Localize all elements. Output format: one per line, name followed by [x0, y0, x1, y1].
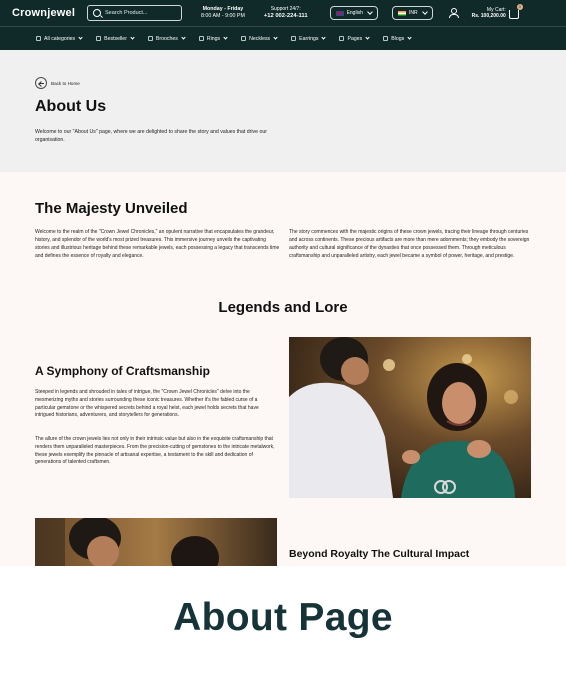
ring-icon — [199, 36, 204, 41]
blog-icon — [383, 36, 388, 41]
caption-area — [0, 566, 566, 674]
earring-icon — [291, 36, 296, 41]
brooch-icon — [148, 36, 153, 41]
grid-icon — [36, 36, 41, 41]
hours-time: 8:00 AM - 9:00 PM — [201, 13, 245, 19]
couple-bottom-illustration — [35, 518, 277, 566]
top-header — [0, 0, 566, 26]
search-input[interactable] — [105, 10, 175, 16]
india-flag-icon — [398, 11, 406, 16]
hours-days: Monday - Friday — [202, 6, 244, 13]
main-nav — [0, 26, 566, 50]
couple-ring-photo — [289, 337, 531, 498]
chevron-down-icon — [322, 35, 326, 39]
page-intro: Welcome to our "About Us" page, where we are delighted to share the story and values that drive our organisation. — [35, 129, 267, 144]
symphony-paragraph-1: Steeped in legends and shrouded in tales of intrigue, the "Crown Jewel Chronicles" delve into the mesmerizing myths and stories surrounding these iconic treasures. Whether it's the fabled curse of a particular gemstone or the whispered secrets behind a royal heist, each jewel holds secrets that have intrigued historians, adventurers, and storytellers for generations. — [35, 389, 259, 419]
currency-select[interactable] — [392, 6, 433, 20]
nav-label: All categories — [44, 35, 76, 42]
nav-label: Rings — [206, 35, 221, 42]
search-box[interactable] — [87, 5, 182, 21]
nav-label: Bestseller — [104, 35, 127, 42]
chevron-down-icon — [274, 35, 278, 39]
brand-logo[interactable]: Crownjewel — [12, 7, 76, 19]
majesty-heading: The Majesty Unveiled — [35, 200, 188, 217]
symphony-heading: A Symphony of Craftsmanship — [35, 364, 210, 378]
chevron-down-icon — [367, 9, 373, 15]
user-icon[interactable] — [449, 8, 458, 18]
nav-label: Brooches — [155, 35, 178, 42]
page-title: About Us — [35, 98, 107, 115]
about-content — [0, 172, 566, 566]
nav-earrings[interactable] — [291, 36, 325, 42]
chevron-down-icon — [408, 35, 412, 39]
beyond-royalty-heading: Beyond Royalty The Cultural Impact — [289, 548, 470, 560]
nav-bestseller[interactable] — [96, 36, 134, 42]
chevron-down-icon — [366, 35, 370, 39]
nav-neckless[interactable] — [241, 36, 277, 42]
nav-all-categories[interactable] — [36, 36, 82, 42]
uk-flag-icon — [336, 11, 344, 16]
opening-hours — [201, 6, 245, 19]
back-label: Back to Home — [51, 80, 80, 86]
page-caption: About Page — [173, 596, 393, 639]
arrow-left-icon — [35, 77, 47, 89]
star-icon — [96, 36, 101, 41]
nav-label: Neckless — [249, 35, 271, 42]
cart-count-badge: 0 — [518, 3, 521, 9]
couple-ring-illustration — [289, 337, 531, 498]
nav-brooches[interactable] — [148, 36, 185, 42]
language-value: English — [346, 10, 363, 16]
symphony-paragraph-2: The allure of the crown jewels lies not only in their intrinsic value but also in the exquisite craftsmanship that renders them unparalleled masterpieces. From the precision-cutting of gemstones to the intricate metalwork, these jewels exemplify the pinnacle of artisanal expertise, a testament to the skill and dedication of generations of talented craftsmen. — [35, 436, 275, 466]
majesty-text-left: Welcome to the realm of the "Crown Jewel Chronicles," an opulent narrative that encapsulates the grandeur, history, and splendor of the world's most prized treasures. This immersive journey unveils the captivating stories and illustrious heritage behind these remarkable jewels, each possessing a legacy that transcends time and defines the essence of royalty and elegance. — [35, 229, 280, 259]
nav-blogs[interactable] — [383, 36, 411, 42]
legends-heading: Legends and Lore — [218, 299, 348, 316]
support-label: Support 24/7: — [270, 6, 301, 13]
language-select[interactable] — [330, 6, 378, 20]
cart-icon[interactable] — [509, 3, 521, 19]
search-icon — [93, 9, 101, 17]
chevron-down-icon — [79, 35, 83, 39]
necklace-icon — [241, 36, 246, 41]
currency-value: INR — [408, 10, 418, 16]
couple-photo-bottom — [35, 518, 277, 566]
majesty-text-right: The story commences with the majestic origins of these crown jewels, tracing their lineage through centuries and across continents. These precious artifacts are more than mere adornments; they embody the sovereign authority and cultural significance of the dynasties that once possessed them. Through meticulous craftsmanship and unparalleled artistry, each jewel became a symbol of power, heritage, and prestige. — [289, 229, 530, 259]
nav-rings[interactable] — [199, 36, 227, 42]
back-to-home-link[interactable] — [35, 77, 80, 89]
chevron-down-icon — [130, 35, 134, 39]
nav-label: Earrings — [299, 35, 319, 42]
cart-label: My Cart: — [486, 7, 506, 13]
pages-icon — [339, 36, 344, 41]
nav-label: Blogs — [391, 35, 405, 42]
cart-summary[interactable] — [472, 7, 506, 19]
about-hero — [0, 50, 566, 172]
support-phone[interactable]: +12 002-224-111 — [263, 12, 308, 19]
cart-total: Rs. 100,200.00 — [471, 13, 506, 19]
nav-label: Pages — [347, 35, 363, 42]
chevron-down-icon — [181, 35, 185, 39]
nav-pages[interactable] — [339, 36, 369, 42]
chevron-down-icon — [422, 9, 428, 15]
chevron-down-icon — [223, 35, 227, 39]
support-info — [264, 6, 308, 19]
